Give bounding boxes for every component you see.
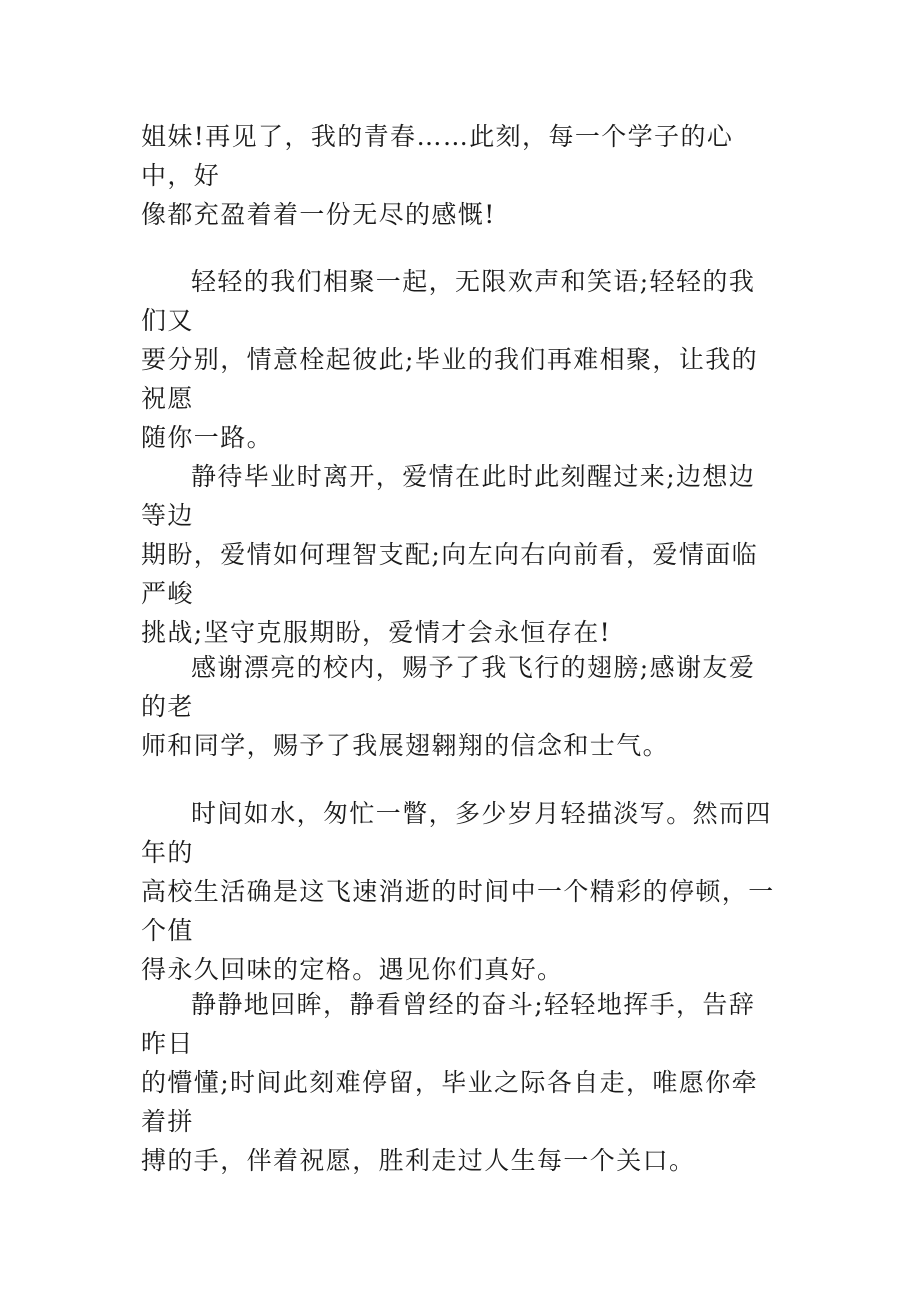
paragraph-2 <box>141 262 781 457</box>
paragraph-4-line-1: 感谢漂亮的校内，赐予了我飞行的翅膀;感谢友爱的老 <box>141 653 756 721</box>
paragraph-3-line-1: 静待毕业时离开，爱情在此时此刻醒过来;边想边等边 <box>141 462 756 530</box>
paragraph-4 <box>141 648 781 765</box>
paragraph-6 <box>141 985 781 1180</box>
paragraph-5 <box>141 794 781 989</box>
paragraph-6-line-2: 的懵懂;时间此刻难停留，毕业之际各自走，唯愿你牵着拼 <box>141 1068 759 1136</box>
paragraph-3 <box>141 457 781 652</box>
paragraph-4-line-2: 师和同学，赐予了我展翅翱翔的信念和士气。 <box>141 731 670 760</box>
paragraph-5-line-1: 时间如水，匆忙一瞥，多少岁月轻描淡写。然而四年的 <box>141 799 772 867</box>
paragraph-6-line-1: 静静地回眸，静看曾经的奋斗;轻轻地挥手，告辞昨日 <box>141 990 756 1058</box>
paragraph-3-line-2: 期盼，爱情如何理智支配;向左向右向前看，爱情面临严峻 <box>141 540 759 608</box>
paragraph-5-line-2: 高校生活确是这飞速消逝的时间中一个精彩的停顿，一个值 <box>141 877 775 945</box>
paragraph-5-line-3: 得永久回味的定格。遇见你们真好。 <box>141 955 564 984</box>
paragraph-6-line-3: 搏的手，伴着祝愿，胜利走过人生每一个关口。 <box>141 1146 696 1175</box>
paragraph-2-line-2: 要分别，情意栓起彼此;毕业的我们再难相聚，让我的祝愿 <box>141 345 759 413</box>
paragraph-1-line-1: 姐妹!再见了，我的青春……此刻，每一个学子的心中，好 <box>141 122 734 190</box>
paragraph-3-line-3: 挑战;坚守克服期盼，爱情才会永恒存在! <box>141 618 612 647</box>
paragraph-1 <box>141 117 781 234</box>
paragraph-1-line-2: 像都充盈着着一份无尽的感慨! <box>141 200 496 229</box>
paragraph-2-line-3: 随你一路。 <box>141 423 274 452</box>
paragraph-2-line-1: 轻轻的我们相聚一起，无限欢声和笑语;轻轻的我们又 <box>141 267 756 335</box>
